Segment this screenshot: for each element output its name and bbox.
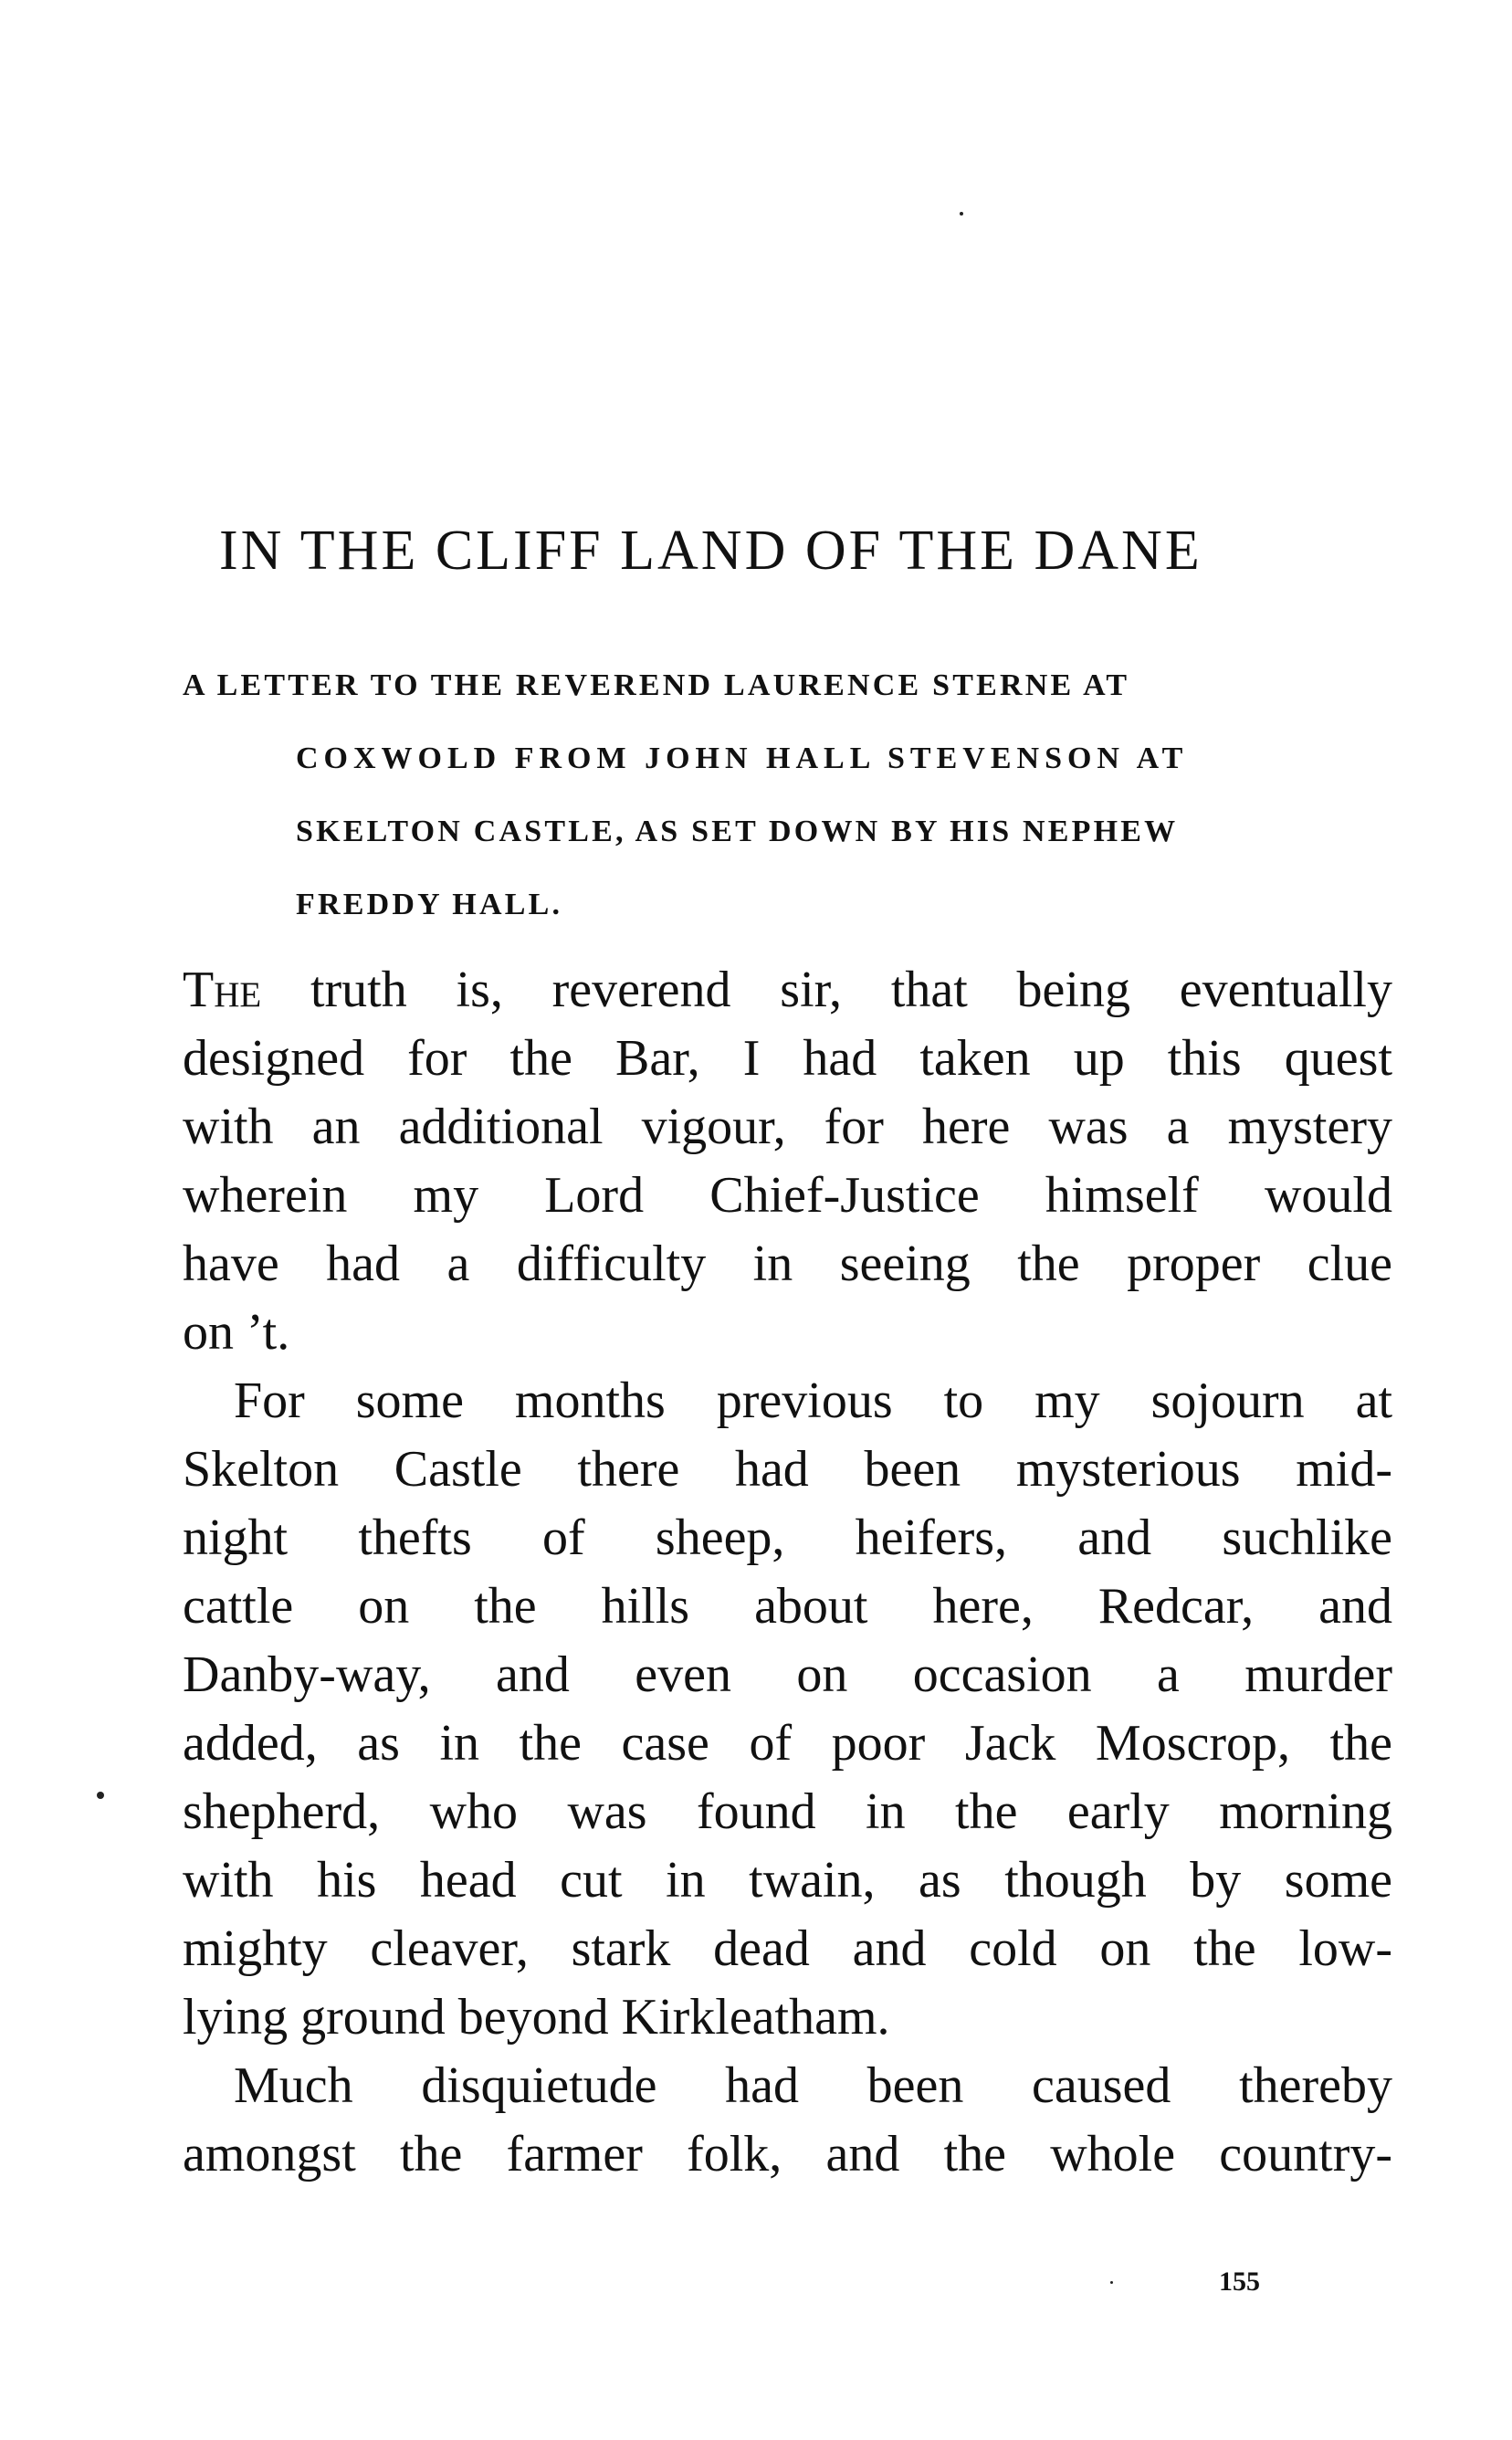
text-line: mighty cleaver, stark dead and cold on the low- bbox=[183, 1920, 1392, 1977]
text-line: Skelton Castle there had been mysterious mid- bbox=[183, 1441, 1392, 1498]
text-line bbox=[183, 962, 1392, 1018]
text-line-rest: truth is, reverend sir, that being eventually bbox=[261, 962, 1392, 1018]
text-line: night thefts of sheep, heifers, and suchlike bbox=[183, 1509, 1392, 1566]
text-line: on ’t. bbox=[183, 1304, 290, 1361]
text-line: shepherd, who was found in the early morning bbox=[183, 1783, 1392, 1840]
text-line: Much disquietude had been caused thereby bbox=[234, 2057, 1392, 2114]
text-line: with an additional vigour, for here was a mystery bbox=[183, 1099, 1392, 1155]
subtitle-line: A LETTER TO THE REVEREND LAURENCE STERNE AT bbox=[183, 668, 1130, 702]
speck-mark bbox=[97, 1792, 104, 1799]
paragraph-lead-word: The bbox=[183, 962, 262, 1018]
text-line: wherein my Lord Chief-Justice himself would bbox=[183, 1167, 1392, 1224]
text-line: For some months previous to my sojourn at bbox=[234, 1372, 1392, 1429]
subtitle-line: COXWOLD FROM JOHN HALL STEVENSON AT bbox=[296, 741, 1189, 775]
text-line: Danby-way, and even on occasion a murder bbox=[183, 1646, 1392, 1703]
text-line: have had a difficulty in seeing the proper clue bbox=[183, 1236, 1392, 1292]
speck-mark bbox=[960, 212, 963, 216]
subtitle-line: SKELTON CASTLE, AS SET DOWN BY HIS NEPHEW bbox=[296, 815, 1179, 848]
chapter-title: IN THE CLIFF LAND OF THE DANE bbox=[219, 520, 1202, 582]
text-line: cattle on the hills about here, Redcar, and bbox=[183, 1578, 1392, 1635]
text-line: added, as in the case of poor Jack Moscrop, the bbox=[183, 1715, 1392, 1772]
subtitle-line: FREDDY HALL. bbox=[296, 888, 563, 921]
speck-mark bbox=[1110, 2281, 1113, 2284]
page-number: 155 bbox=[1219, 2266, 1260, 2297]
text-line: lying ground beyond Kirkleatham. bbox=[183, 1989, 890, 2046]
text-line: designed for the Bar, I had taken up this quest bbox=[183, 1030, 1392, 1087]
text-line: with his head cut in twain, as though by some bbox=[183, 1852, 1392, 1909]
text-line: amongst the farmer folk, and the whole country- bbox=[183, 2126, 1392, 2182]
